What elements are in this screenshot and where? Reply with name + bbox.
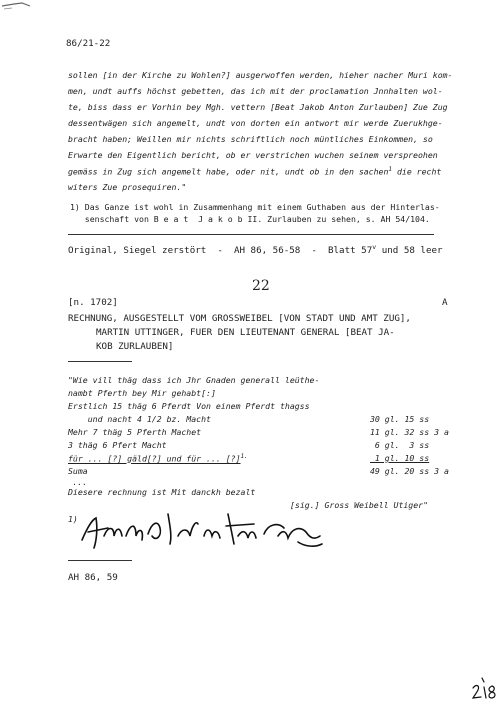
bill-item-amount: 1 gl. 10 ss <box>370 453 430 463</box>
body-line <box>68 166 441 177</box>
body-line-text: gemäss in Zug sich angemelt habe, oder nit, undt ob in den sachen <box>68 166 389 177</box>
doc-title-line: MARTIN UTTINGER, FUER DEN LIEUTENANT GENERAL [BEAT JA- <box>96 327 395 338</box>
bill-item-text: 3 thäg 6 Pfert Macht <box>68 440 167 450</box>
body-line: men, undt auffs höchst gebetten, das ich mit der proclamation Jnnhalten wol- <box>68 86 443 96</box>
footnote2-label: 1) <box>68 514 78 524</box>
bill-item-5-label: für ... [?] gäld[?] und für ... [?] <box>68 453 241 464</box>
body-line: witers Zue prosequiren." <box>68 182 187 192</box>
divider <box>68 234 434 235</box>
suma-label: Suma <box>68 466 88 476</box>
bill-note: Diesere rechnung ist Mit danckh bezalt <box>68 487 256 497</box>
header-ref: 86/21-22 <box>66 38 111 49</box>
handwritten-page-number-image <box>470 676 500 702</box>
source-sup: v <box>372 243 377 251</box>
divider-short <box>68 361 132 362</box>
bill-item-amount: 30 gl. 15 ss <box>370 414 430 424</box>
source2: AH 86, 59 <box>68 572 118 583</box>
body-line-tail: die recht <box>392 166 442 177</box>
body-line: bracht haben; Weillen mir nichts schriftlich noch müntliches Einkommen, so <box>68 134 433 144</box>
bill-item-text: und nacht 4 1/2 bz. Macht <box>68 414 211 424</box>
footnote-marker: 1 <box>388 166 393 173</box>
doc-number: 22 <box>252 278 270 294</box>
bill-item-amount: 6 gl. 3 ss <box>370 440 430 450</box>
bill-signature: [sig.] Gross Weibell Utiger" <box>290 500 429 510</box>
handwritten-signature-image <box>78 506 328 552</box>
doc-date: [n. 1702] <box>68 297 118 308</box>
source-text: Original, Siegel zerstört - AH 86, 56-58 - Blatt 57 <box>68 245 373 257</box>
footnote-line: 1) Das Ganze ist wohl in Zusammenhang mit einem Guthaben aus der Hinterlas- <box>70 202 440 212</box>
doc-title-line: RECHNUNG, AUSGESTELLT VOM GROSSWEIBEL [VON STADT UND AMT ZUG], <box>68 313 411 324</box>
scan-mark-icon <box>0 0 40 14</box>
footnote-marker: 1. <box>240 453 248 460</box>
source-line <box>68 243 443 256</box>
bill-intro-line: "Wie vill thäg dass ich Jhr Gnaden generall leüthe- <box>68 375 320 385</box>
bill-item-text <box>68 453 248 464</box>
bill-item-text: Erstlich 15 thäg 6 Pferdt Von einem Pferdt thagss <box>68 401 310 411</box>
bill-item-amount: 11 gl. 32 ss 3 a <box>370 427 449 437</box>
body-line: te, biss dass er Vorhin bey Mgh. vettern [Beat Jakob Anton Zurlauben] Zue Zug <box>68 102 448 112</box>
bill-item-text: Mehr 7 thäg 5 Pferth Machet <box>68 427 202 437</box>
body-line: Erwarte den Eigentlich bericht, ob er verstrichen wuchen seinem verspreohen <box>68 150 438 160</box>
suma-amount: 49 gl. 20 ss 3 a <box>370 466 449 476</box>
body-line: dessentwägen sich angemelt, undt von dorten ein antwort mir werde Zuerukhge- <box>68 118 443 128</box>
bill-intro-line: nambt Pferth bey Mir gehabt[:] <box>68 388 216 398</box>
divider-short <box>68 560 132 561</box>
doc-letter: A <box>442 297 448 308</box>
doc-title-line: KOB ZURLAUBEN] <box>96 341 174 352</box>
source-tail: und 58 leer <box>376 245 443 257</box>
footnote-line: senschaft von B e a t J a k o b II. Zurlauben zu sehen, s. AH 54/104. <box>70 214 430 224</box>
body-line: sollen [in der Kirche zu Wohlen?] ausgerwoffen werden, hieher nacher Muri kom- <box>68 70 453 80</box>
bill-dots: ... <box>72 477 87 487</box>
